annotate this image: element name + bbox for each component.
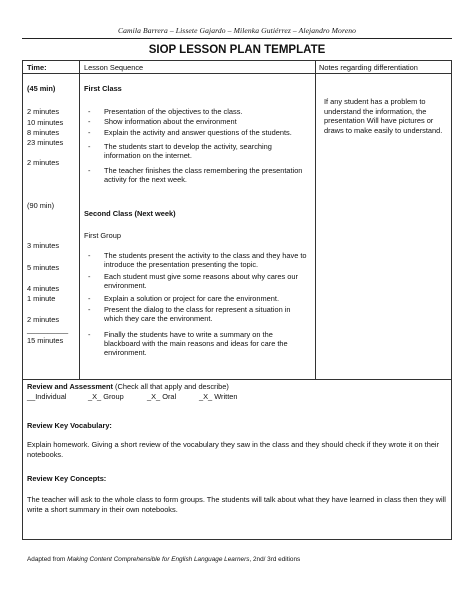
header-row-rule [22, 73, 452, 74]
column-divider-notes [315, 60, 316, 379]
notes-column-header: Notes regarding differentiation [319, 63, 418, 72]
bullet-dash: - [88, 128, 91, 137]
bullet-dash: - [88, 251, 91, 260]
review-option-group: _X_ Group [88, 392, 124, 401]
concepts-text: The teacher will ask to the whole class to form groups. The students will talk about what they have learned in class then they will write a short summary in their own notebooks. [27, 495, 446, 514]
lesson-step: Finally the students have to write a summary on the blackboard with the main reasons and ideas for care the environment. [104, 330, 288, 357]
time-second-total: (90 min) [27, 201, 55, 210]
second-class-heading: Second Class (Next week) [84, 209, 176, 218]
lesson-step: The teacher finishes the class remembering the presentation activity for the next week. [104, 166, 303, 184]
bullet-dash: - [88, 166, 91, 175]
time-entry: 2 minutes [27, 158, 60, 167]
lesson-step: Present the dialog to the class for represent a situation in which they care the environment. [104, 305, 291, 323]
lesson-step: Each student must give some reasons about why cares our environment. [104, 272, 298, 290]
lesson-step: Explain a solution or project for care the environment. [104, 294, 280, 303]
first-class-heading: First Class [84, 84, 122, 93]
review-row-rule [22, 379, 452, 380]
authors-rule [22, 38, 452, 39]
review-option-individual: __Individual [27, 392, 67, 401]
lesson-step: Show information about the environment [104, 117, 237, 126]
time-entry: 23 minutes [27, 138, 64, 147]
bullet-dash: - [88, 117, 91, 126]
review-option-written: _X_ Written [199, 392, 238, 401]
column-divider-time [79, 60, 80, 379]
differentiation-note: If any student has a problem to understand the information, the presentation Will have pictures or draws to make easily to understand. [324, 97, 443, 135]
time-entry: 2 minutes [27, 107, 60, 116]
time-first-total: (45 min) [27, 84, 56, 93]
time-entry: 15 minutes [27, 336, 64, 345]
time-entry: 10 minutes [27, 118, 64, 127]
time-entry: 4 minutes [27, 284, 60, 293]
time-entry: 1 minute [27, 294, 56, 303]
lesson-step: Explain the activity and answer questions of the students. [104, 128, 292, 137]
time-blank-line: __________ [27, 325, 69, 334]
page-title: SIOP LESSON PLAN TEMPLATE [148, 44, 326, 56]
footer-prefix: Adapted from [27, 556, 68, 563]
review-heading: Review and Assessment [27, 382, 113, 391]
review-heading-line [27, 382, 229, 391]
review-option-oral: _X_ Oral [147, 392, 177, 401]
lesson-step: The students present the activity to the class and they have to introduce the presentation presenting the topic. [104, 251, 307, 269]
bullet-dash: - [88, 305, 91, 314]
bullet-dash: - [88, 294, 91, 303]
footer-credit [27, 556, 300, 563]
concepts-heading: Review Key Concepts: [27, 474, 107, 483]
lesson-step: The students start to develop the activity, searching information on the internet. [104, 142, 272, 160]
authors-line: Camila Barrera – Lissete Gajardo – Milenka Gutiérrez – Alejandro Moreno [118, 26, 356, 35]
time-column-header: Time: [27, 63, 47, 72]
review-heading-note: (Check all that apply and describe) [113, 382, 229, 391]
sequence-column-header: Lesson Sequence [84, 63, 144, 72]
footer-source: Making Content Comprehensible for English Language Learners [67, 556, 250, 563]
time-entry: 3 minutes [27, 241, 60, 250]
time-entry: 8 minutes [27, 128, 60, 137]
bullet-dash: - [88, 107, 91, 116]
time-entry: 2 minutes [27, 315, 60, 324]
lesson-step: Presentation of the objectives to the class. [104, 107, 243, 116]
bullet-dash: - [88, 272, 91, 281]
bullet-dash: - [88, 330, 91, 339]
time-entry: 5 minutes [27, 263, 60, 272]
vocabulary-text: Explain homework. Giving a short review of the vocabulary they saw in the class and they should check if they wrote it on their notebooks. [27, 440, 440, 459]
group-label: First Group [84, 231, 121, 240]
footer-suffix: , 2nd/ 3rd editions [249, 556, 301, 563]
bullet-dash: - [88, 142, 91, 151]
vocabulary-heading: Review Key Vocabulary: [27, 421, 112, 430]
